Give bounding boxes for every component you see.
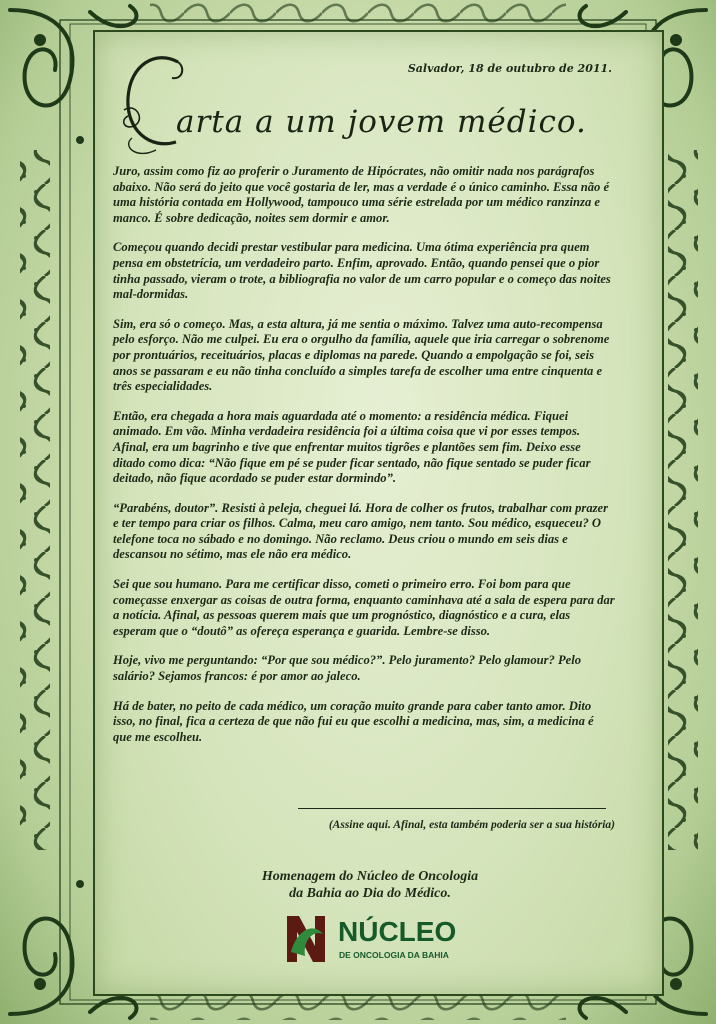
paragraph: Começou quando decidi prestar vestibular para medicina. Uma ótima experiência pra quem pensa em obstetrícia, um verdadeiro parto. Enfim, aprovado. Então, quando pensei que o pior tinha passado, vieram o trote, a bibliografia no valor de um carro popular e o começo das noites mal-dormidas.	[113, 240, 611, 302]
paragraph: Sei que sou humano. Para me certificar disso, cometi o primeiro erro. Foi bom para que começasse enxergar as coisas de outra forma, enquanto caminhava até a sala de espera para dar a notícia. Afinal, as pessoas querem mais que um prognóstico, diagnóstico e a cura, elas esperam que o “doutô” as ofereça esperança e guarida. Lembre-se disso.	[113, 577, 615, 638]
signature-caption: (Assine aqui. Afinal, esta também poderia ser a sua história)	[328, 819, 615, 831]
paragraph: Sim, era só o começo. Mas, a esta altura, já me sentia o máximo. Talvez uma auto-recompensa pelo esforço. Não me culpei. Eu era o orgulho da família, aquele que iria carregar o sobrenome por prontuários, receituários, placas e diplomas na parede. Quando a empolgação se foi, seis anos se passaram e eu não tinha concluído a simples tarefa de escolher uma entre cinquenta e três especialidades.	[113, 316, 610, 394]
letter-body	[113, 164, 615, 759]
letter-title	[176, 104, 616, 140]
logo-name: NÚCLEO	[338, 916, 457, 947]
title-text: arta a um jovem médico.	[176, 104, 587, 140]
paragraph: Há de bater, no peito de cada médico, um coração muito grande para caber tanto amor. Dito isso, no final, fica a certeza de que não fui eu que escolhi a medicina, mas, sim, a medicina é que me escolheu.	[113, 698, 594, 744]
paragraph: “Parabéns, doutor”. Resisti à peleja, cheguei lá. Hora de colher os frutos, trabalhar com prazer e ter tempo para criar os filhos. Calma, meu caro amigo, nem tanto. Sou médico, esqueceu? O telefone toca no sábado e no domingo. Não reclamo. Deus criou o mundo em seis dias e descansou no sétimo, mas ele não era médico.	[113, 500, 609, 562]
homage-line-2: da Bahia ao Dia do Médico.	[289, 886, 451, 901]
homage-text	[200, 868, 540, 902]
signature-line	[298, 808, 606, 809]
letter-date: Salvador, 18 de outubro de 2011.	[407, 62, 612, 75]
paragraph: Hoje, vivo me perguntando: “Por que sou médico?”. Pelo juramento? Pelo glamour? Pelo salário? Sejamos francos: é por amor ao jaleco.	[113, 653, 582, 684]
paragraph: Então, era chegada a hora mais aguardada até o momento: a residência médica. Fiquei animado. Em vão. Minha verdadeira residência foi a última coisa que vi por esses tempos. Afinal, era um bagrinho e tive que enfrentar muitos tigrões e plantões sem fim. Deixo esse ditado como dica: “Não fique em pé se puder ficar sentado, não fique sentado se puder ficar deitado, não fique acordado se puder estar dormindo”.	[113, 408, 591, 486]
paragraph: Juro, assim como fiz ao proferir o Juramento de Hipócrates, não omitir nada nos parágrafos abaixo. Não será do jeito que você gostaria de ler, mas a verdade é o único caminho. Essa não é uma história contada em Hollywood, tampouco uma série estrelada por um médico ranzinza e manco. É sobre dedicação, noites sem dormir e amor.	[113, 164, 610, 225]
nucleo-n-logo-icon	[283, 912, 329, 966]
logo-subtitle: DE ONCOLOGIA DA BAHIA	[339, 950, 449, 960]
homage-line-1: Homenagem do Núcleo de Oncologia	[261, 869, 479, 884]
